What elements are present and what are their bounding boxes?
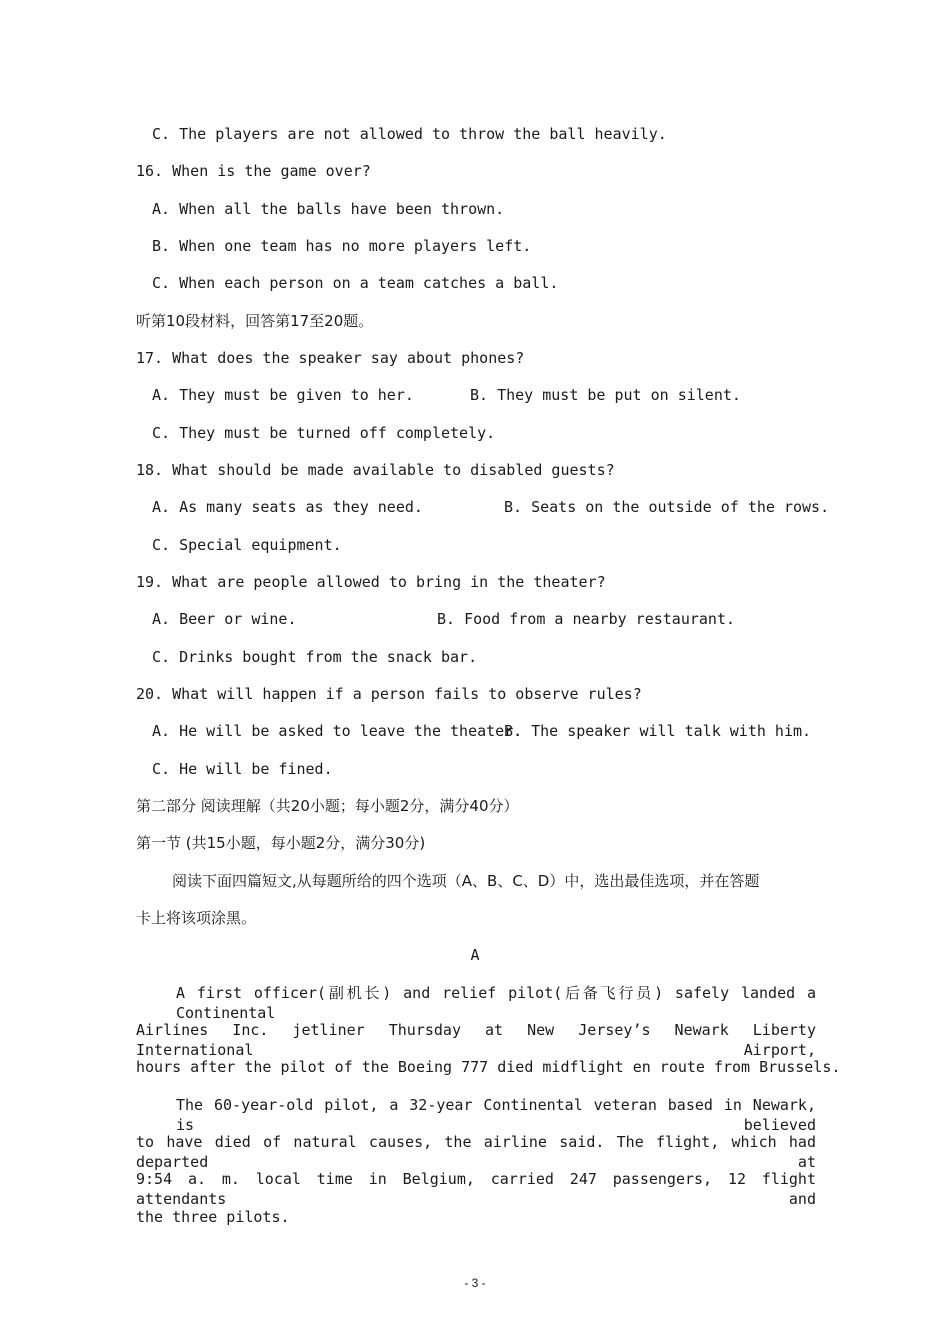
page-number: - 3 - bbox=[464, 1276, 486, 1290]
q18-option-b: B. Seats on the outside of the rows. bbox=[504, 498, 830, 516]
q20-stem: 20. What will happen if a person fails to observe rules? bbox=[136, 685, 642, 703]
q18-stem: 18. What should be made available to disabled guests? bbox=[136, 461, 615, 479]
instructions-line-2: 卡上将该项涂黑。 bbox=[136, 909, 257, 927]
q17-option-c: C. They must be turned off completely. bbox=[152, 424, 496, 442]
q17-option-a: A. They must be given to her. bbox=[152, 386, 414, 404]
section-10-heading: 听第10段材料，回答第17至20题。 bbox=[136, 312, 374, 330]
paragraph-2-line-3: 9:54 a. m. local time in Belgium, carried 247 passengers, 12 flight attendants and bbox=[136, 1170, 816, 1208]
q15-option-c: C. The players are not allowed to throw the ball heavily. bbox=[152, 125, 667, 143]
q19-option-b: B. Food from a nearby restaurant. bbox=[437, 610, 736, 628]
q16-stem: 16. When is the game over? bbox=[136, 162, 371, 180]
q17-option-b: B. They must be put on silent. bbox=[470, 386, 741, 404]
q18-option-c: C. Special equipment. bbox=[152, 536, 342, 554]
q19-option-c: C. Drinks bought from the snack bar. bbox=[152, 648, 478, 666]
q19-option-a: A. Beer or wine. bbox=[152, 610, 297, 628]
q18-option-a: A. As many seats as they need. bbox=[152, 498, 423, 516]
q16-option-c: C. When each person on a team catches a ball. bbox=[152, 274, 559, 292]
paragraph-1-line-2: Airlines Inc. jetliner Thursday at New Jersey’s Newark Liberty International Airport, bbox=[136, 1021, 816, 1059]
q16-option-b: B. When one team has no more players left. bbox=[152, 237, 532, 255]
q19-stem: 19. What are people allowed to bring in the theater? bbox=[136, 573, 606, 591]
q20-option-a: A. He will be asked to leave the theater. bbox=[152, 722, 523, 740]
paragraph-2-line-2: to have died of natural causes, the airline said. The flight, which had departed at bbox=[136, 1133, 816, 1171]
q20-option-c: C. He will be fined. bbox=[152, 760, 333, 778]
part-2-title: 第二部分 阅读理解（共20小题；每小题2分，满分40分） bbox=[136, 797, 519, 815]
paragraph-1-line-1: A first officer(副机长) and relief pilot(后备飞行员) safely landed a Continental bbox=[176, 984, 816, 1022]
paragraph-2-line-1: The 60-year-old pilot, a 32-year Continental veteran based in Newark, is believed bbox=[176, 1096, 816, 1134]
paragraph-1-line-3: hours after the pilot of the Boeing 777 died midflight en route from Brussels. bbox=[136, 1058, 841, 1076]
q16-option-a: A. When all the balls have been thrown. bbox=[152, 200, 505, 218]
q20-option-b: B. The speaker will talk with him. bbox=[504, 722, 812, 740]
section-1-title: 第一节 (共15小题，每小题2分，满分30分) bbox=[136, 834, 426, 852]
passage-label: A bbox=[470, 946, 480, 964]
q17-stem: 17. What does the speaker say about phones? bbox=[136, 349, 525, 367]
paragraph-2-line-4: the three pilots. bbox=[136, 1208, 290, 1226]
instructions-line-1: 阅读下面四篇短文,从每题所给的四个选项（A、B、C、D）中，选出最佳选项，并在答题 bbox=[172, 872, 760, 890]
